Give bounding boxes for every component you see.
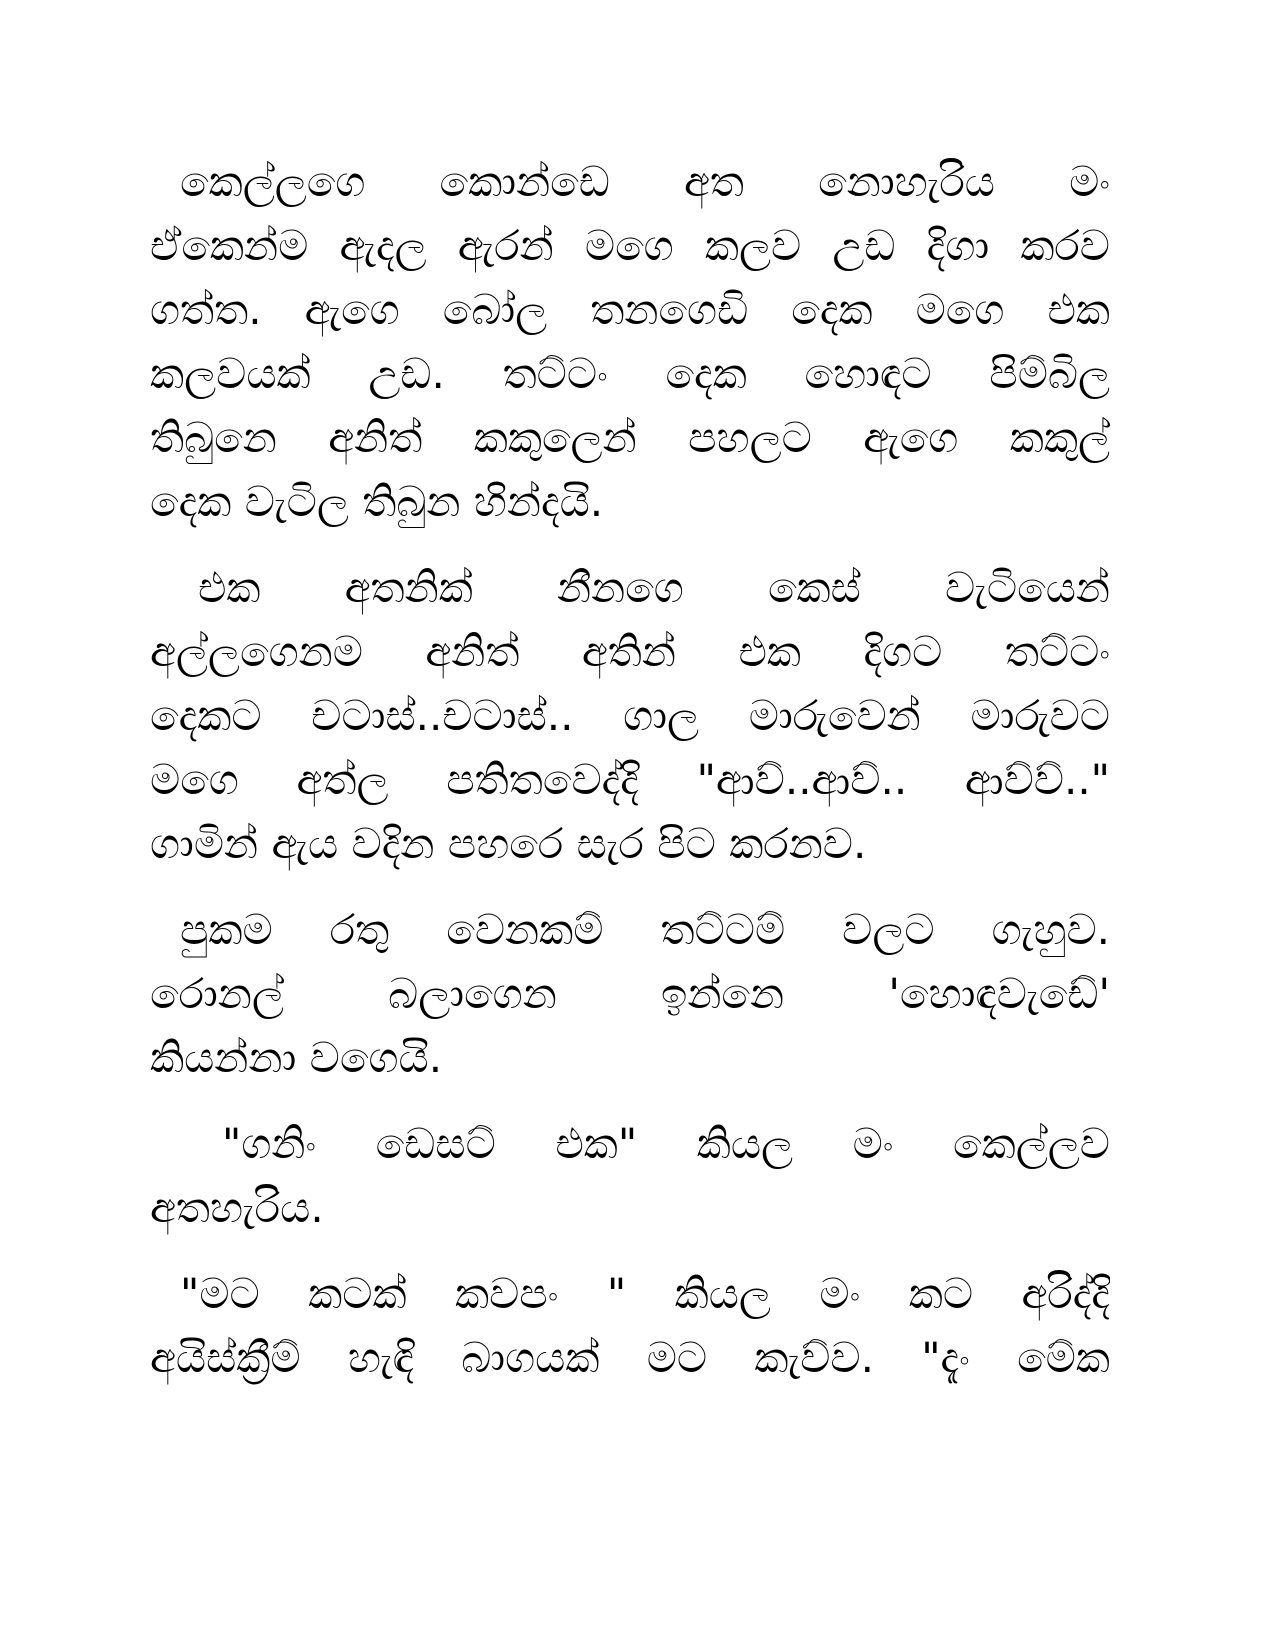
paragraph-line: අල්ලගෙනම අනිත් අතින් එක දිගට තට්ටං — [150, 627, 1110, 676]
paragraph-line: එක අතනික් නීනගෙ කෙස් වැටියෙන් — [198, 563, 1110, 612]
paragraph-line: ගාමින් ඇය වදින පහරෙ සැර පිට කරනව. — [150, 819, 867, 868]
paragraph-line: මගෙ අත්ල පතිතවෙද්දි "ආව්..ආව්.. ආව්ව්.." — [150, 755, 1110, 804]
paragraph-line: කෙල්ලගෙ කොන්ඩෙ අත නොහැරිය මං — [180, 157, 1110, 206]
paragraph-line: දෙකට චටාස්..චටාස්.. ගාල මාරුවෙන් මාරුවට — [150, 691, 1110, 740]
paragraph-line: තිබුනෙ අනිත් කකුලෙන් පහලට ඇගෙ කකුල් — [150, 413, 1110, 462]
paragraph-1 — [150, 150, 1110, 534]
paragraph-5 — [150, 1262, 1110, 1390]
paragraph-line: දෙක වැටිල තිබුන හින්දයි. — [150, 477, 604, 526]
paragraph-4 — [150, 1112, 1110, 1240]
paragraph-line: අතහැරිය. — [150, 1183, 324, 1232]
paragraph-2 — [150, 556, 1110, 876]
paragraph-line: ගත්ත. ඇගෙ බෝල තනගෙඩි දෙක මගෙ එක — [150, 285, 1110, 334]
paragraph-line: ඒකෙන්ම ඇදල ඇරන් මගෙ කලව උඩ දිගා කරව — [150, 221, 1110, 270]
paragraph-line: රොනල් බලාගෙන ඉන්නෙ 'හොඳවැඩේ' — [150, 969, 1110, 1018]
paragraph-line: කියන්නා වගෙයි. — [150, 1033, 443, 1082]
paragraph-line: පුකම රතු වෙනකම් තට්ටම් වලට ගැහුව. — [180, 905, 1110, 954]
paragraph-3 — [150, 898, 1110, 1090]
paragraph-line: "ගනිං ඩෙසට් එක" කියල මං කෙල්ලව — [222, 1119, 1110, 1168]
body-text — [150, 150, 1110, 1390]
paragraph-line: කලවයක් උඩ. තට්ටං දෙක හොඳට පිම්බිල — [150, 349, 1110, 398]
paragraph-line: අයිස්ක්‍රීම් හැඳි බාගයක් මට කැව්ව. "දැං මේක — [150, 1333, 1110, 1382]
paragraph-line: "මට කටක් කවපං " කියල මං කට අරිද්දි — [180, 1269, 1110, 1318]
